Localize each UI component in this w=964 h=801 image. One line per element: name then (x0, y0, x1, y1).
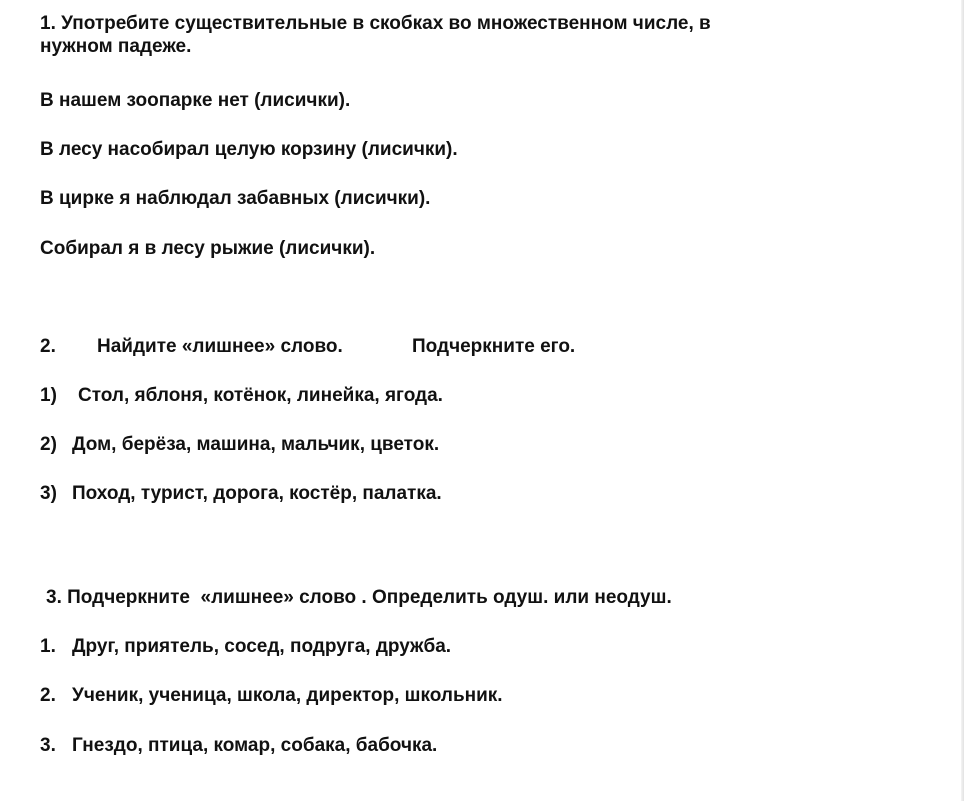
task2-number: 2. (40, 336, 56, 357)
task2-item-3-number: 3) (40, 483, 57, 504)
task1-sentence-3: В цирке я наблюдал забавных (лисички). (40, 188, 431, 209)
task2-title-part2: Подчеркните его. (412, 336, 576, 357)
task3-item-1-text: Друг, приятель, сосед, подруга, дружба. (72, 636, 452, 657)
task1-sentence-2: В лесу насобирал целую корзину (лисички). (40, 139, 458, 160)
task2-item-3-text: Поход, турист, дорога, костёр, палатка. (72, 483, 442, 504)
task2-item-1-number: 1) (40, 385, 57, 406)
task1-sentence-1: В нашем зоопарке нет (лисички). (40, 90, 351, 111)
task3-item-1-number: 1. (40, 636, 56, 657)
task1-title-line1: 1. Употребите существительные в скобках во множественном числе, в (40, 13, 711, 34)
task3-title: 3. Подчеркните «лишнее» слово . Определить одуш. или неодуш. (46, 587, 672, 608)
task3-item-3-text: Гнездо, птица, комар, собака, бабочка. (72, 735, 438, 756)
task3-item-3-number: 3. (40, 735, 56, 756)
task2-item-2-text: Дом, берёза, машина, мальчик, цветок. (72, 434, 440, 455)
task1-sentence-4: Собирал я в лесу рыжие (лисички). (40, 238, 376, 259)
task2-title-part1: Найдите «лишнее» слово. (97, 336, 343, 357)
task2-item-2-number: 2) (40, 434, 57, 455)
task2-item-1-text: Стол, яблоня, котёнок, линейка, ягода. (78, 385, 443, 406)
task3-item-2-number: 2. (40, 685, 56, 706)
task3-item-2-text: Ученик, ученица, школа, директор, школьник. (72, 685, 503, 706)
task1-title-line2: нужном падеже. (40, 36, 192, 57)
